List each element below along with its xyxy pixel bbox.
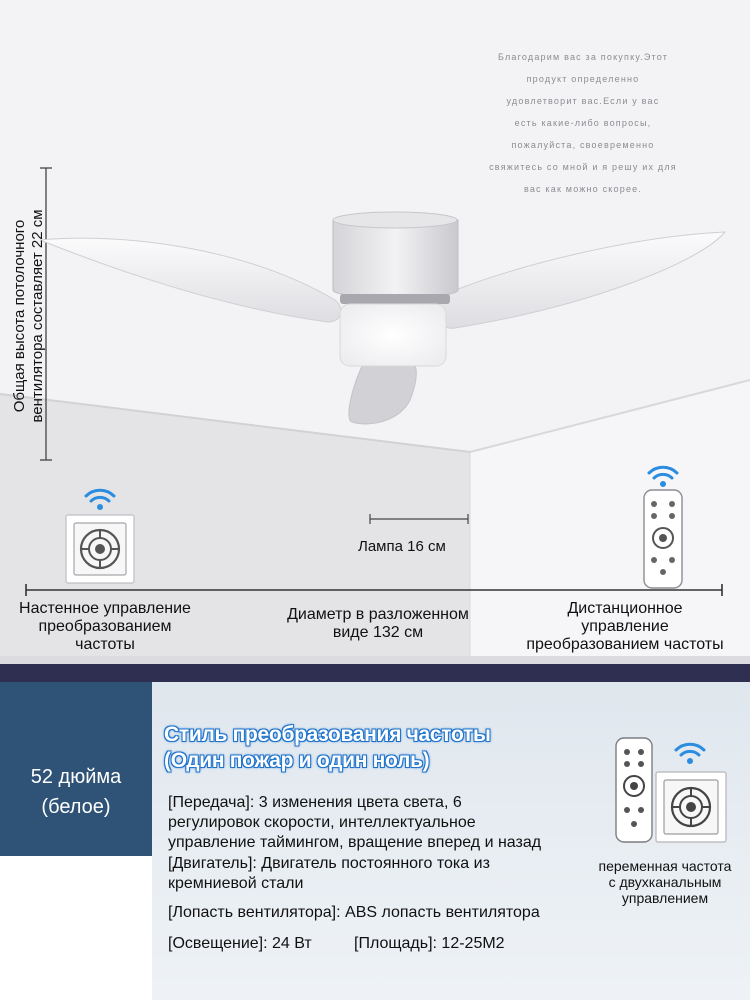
style-title-line: (Один пожар и один ноль) <box>164 749 430 772</box>
height-label-line: вентилятора составляет 22 см <box>29 209 46 423</box>
thank-you-line: Благодарим вас за покупку.Этот <box>497 52 669 62</box>
spec-line: кремниевой стали <box>168 875 304 892</box>
thank-you-line: свяжитесь со мной и я решу их для <box>489 162 677 172</box>
remote-control-line: управление <box>581 618 669 635</box>
wall-panel-icon <box>656 772 726 842</box>
spec-motor <box>168 854 568 894</box>
thank-you-line: вас как можно скорее. <box>523 184 643 194</box>
remote-control-line: Дистанционное <box>567 600 683 617</box>
lamp-size-label: Лампа 16 см <box>358 538 446 555</box>
divider-stripe <box>0 664 750 682</box>
spec-line: [Двигатель]: Двигатель постоянного тока из <box>168 855 490 872</box>
style-title-line: Стиль преобразования частоты <box>164 723 491 746</box>
dual-control-illustration <box>600 736 740 846</box>
spec-area: [Площадь]: 12-25М2 <box>354 935 505 952</box>
height-label <box>4 186 54 446</box>
remote-control-icon <box>644 490 682 588</box>
remote-control-label <box>500 600 750 654</box>
thank-you-line: продукт определенно <box>526 74 640 84</box>
wifi-icon <box>649 467 677 487</box>
style-title <box>164 722 491 774</box>
spec-line: управление таймингом, вращение вперед и назад <box>168 834 542 851</box>
wall-control-line: частоты <box>75 636 135 653</box>
thank-you-line: есть какие-либо вопросы, <box>514 118 652 128</box>
dual-control-line: с двухканальным <box>608 874 722 890</box>
wall-control-label <box>0 600 210 654</box>
size-badge-line: 52 дюйма <box>30 766 122 788</box>
dual-control-label <box>580 858 750 906</box>
spec-blade: [Лопасть вентилятора]: ABS лопасть вентилятора <box>168 904 540 921</box>
dual-control-line: переменная частота <box>598 858 732 874</box>
wall-control-line: преобразованием <box>38 618 172 635</box>
diameter-line: виде 132 см <box>332 624 424 641</box>
wall-panel-icon <box>66 515 134 583</box>
thank-you-line: пожалуйста, своевременно <box>511 140 655 150</box>
wall-control-line: Настенное управление <box>19 600 191 617</box>
side-blank <box>0 856 152 1000</box>
wifi-icon <box>676 744 704 764</box>
thank-you-line: удовлетворит вас.Если у вас <box>506 96 660 106</box>
wifi-icon <box>86 490 114 510</box>
spec-line: регулировок скорости, интеллектуальное <box>168 814 476 831</box>
diameter-line: Диаметр в разложенном <box>287 606 469 623</box>
spec-line: [Передача]: 3 изменения цвета света, 6 <box>168 794 462 811</box>
spec-transmission <box>168 793 598 853</box>
remote-control-icon <box>616 738 652 842</box>
remote-control-line: преобразованием частоты <box>526 636 724 653</box>
spec-lighting: [Освещение]: 24 Вт <box>168 935 312 952</box>
size-badge <box>0 682 152 856</box>
diameter-label <box>258 606 498 642</box>
height-label-line: Общая высота потолочного <box>11 219 28 413</box>
dual-control-line: управлением <box>621 890 709 906</box>
size-badge-line: (белое) <box>41 796 111 818</box>
